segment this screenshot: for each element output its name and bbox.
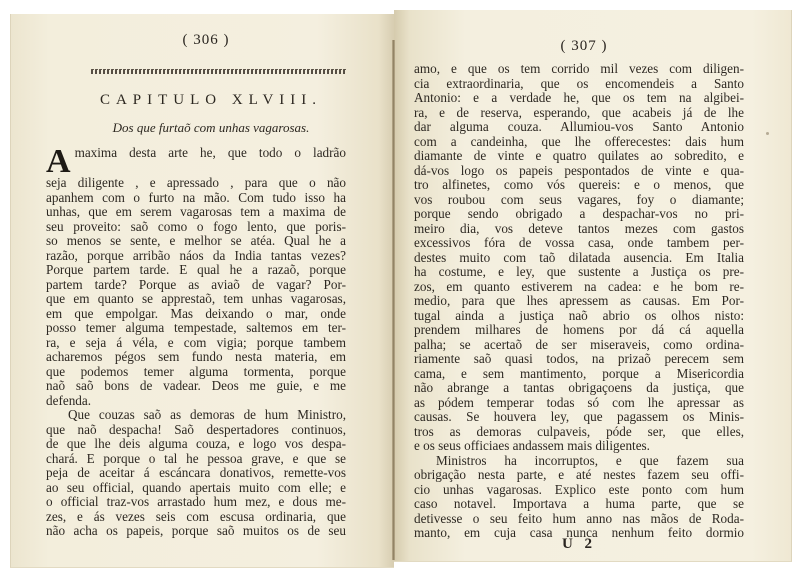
- text-line: ha costume, e ley, que sustente a Justiça os pre-: [414, 264, 744, 279]
- chapter-subtitle: Dos que furtaõ com unhas vagarosas.: [112, 120, 310, 135]
- decorative-rule: [91, 69, 346, 74]
- text-line: detivesse o seu feito hum anno nas mãos de Roda-: [414, 510, 744, 526]
- text-line: causas. Se houvera ley, que pagassem os Minis-: [414, 409, 744, 424]
- text-line: vos roubou com seus vagares, foy o diamante;: [414, 191, 744, 207]
- page-number-307: ( 307 ): [560, 38, 608, 54]
- text-line: naõ saõ bons de vadear. Deos me guie, e me: [46, 378, 346, 393]
- text-line: tro alfinetes, como vós quereis: e o menos, que: [414, 177, 744, 192]
- text-line: que naõ despacha! Saõ despertadores continuos,: [46, 421, 346, 437]
- text-line: com a candeinha, que lhe offerecestes: dais hum: [414, 133, 744, 149]
- text-line: tros as demoras culpaveis, póde ser, que elles,: [414, 423, 744, 439]
- text-line: tugal ainda a justiça naõ abrio os olhos nisto:: [414, 307, 744, 323]
- text-line: cama, e sem mantimento, porque a Misericordia: [414, 365, 744, 381]
- text-line: Que couzas saõ as demoras de hum Ministro,: [68, 407, 346, 422]
- text-line: não abrange a tantas obrigaçoens da justiça, que: [414, 380, 744, 395]
- text-line: unhas, que em serem vagarosas tem a maxima de: [46, 204, 346, 219]
- right-page: [394, 10, 792, 562]
- text-line: dá-vos logo os papeis pespontados de vinte e qua-: [414, 162, 744, 178]
- text-line: destes muito com taõ dilatada ausencia. Em Italia: [414, 249, 744, 265]
- text-line: meiro dia, vos deteve tantos mezes com gastos: [414, 220, 744, 236]
- text-line: diamante de vinte e quatro quilates ao sobredito, e: [414, 148, 744, 163]
- text-line: caso notavel. Importava a huma parte, que se: [414, 496, 744, 511]
- text-line: o official traz-vos arrastado hum mez, e dous me-: [46, 494, 346, 509]
- text-line: seu proveito: saõ como o fogo lento, que poris-: [46, 218, 346, 234]
- text-line: obrigação nesta parte, e até nestes fazem seu offi-: [414, 467, 744, 482]
- open-book: [10, 10, 796, 566]
- text-line: prendem milhares de homens por dá cá aquella: [414, 322, 744, 337]
- page-number-306: ( 306 ): [182, 32, 230, 48]
- text-line: partem tarde? Porque as aviaõ de vagar? Por-: [46, 276, 346, 292]
- text-line: ra, e de reserva, esperando, que acabeis já de lhe: [414, 104, 744, 120]
- text-line: que em quanto se apprestaõ, tem unhas vagarosas,: [46, 291, 346, 306]
- text-line: cia extraordinaria, que os encomendeis a Santo: [414, 75, 744, 91]
- text-line: zes, e ás vezes seis com escusa ordinaria, que: [46, 508, 346, 524]
- text-line: maxima desta arte he, que todo o ladrão: [74, 145, 346, 160]
- text-line: zos, em quanto estiverem na cadea: e he bom re-: [414, 278, 744, 294]
- text-line: peja de aceitar á escáncara donativos, remette-vos: [46, 465, 346, 480]
- text-line: defenda.: [46, 392, 92, 408]
- text-line: ra, e seja á véla, e com vigia; porque tambem: [46, 334, 346, 350]
- text-line: e os seus officiaes andassem mais diligentes.: [414, 438, 650, 453]
- chapter-title: CAPITULO XLVIII.: [99, 92, 323, 108]
- paper-speck: [766, 132, 769, 135]
- text-line: so menos se sente, e melhor se atéa. Qual he a: [46, 233, 346, 248]
- right-page-body: [414, 62, 744, 541]
- text-line: medio, para que lhes apressem as causas. Em Por-: [414, 293, 744, 308]
- text-line: excessivos fóra de vossa casa, onde tambem per-: [414, 235, 744, 250]
- left-page-body: [46, 143, 346, 539]
- text-line: chará. E porque o tal he pessoa grave, e que se: [46, 450, 346, 466]
- text-line: posso temer alguma tempestade, saltemos em ter-: [46, 320, 346, 335]
- drop-cap: A: [46, 143, 71, 180]
- book-gutter: [392, 40, 395, 560]
- text-line: as pódem temperar todas só com lhe apressar as: [414, 394, 744, 410]
- text-line: riamente saõ quasi todos, na prizaõ perecem sem: [414, 351, 744, 366]
- text-line: porque sendo obrigado a despachar-vos no pri-: [414, 206, 744, 221]
- text-line: não acha os papeis, porque saõ muitos os de seu: [46, 523, 346, 538]
- text-line: Ministros ha incorruptos, e que fazem sua: [436, 452, 744, 468]
- text-line: Antonio: e a verdade he, que os tem na algibei-: [414, 90, 744, 105]
- text-line: amo, e que os tem corrido mil vezes com diligen-: [414, 61, 744, 76]
- text-line: cio unhas vagarosas. Explico este ponto com hum: [414, 481, 744, 497]
- text-line: razão, porque arribão náos da India tantas vezes?: [46, 247, 346, 263]
- text-line: seja diligente , e apressado , para que o não: [46, 175, 346, 190]
- text-line: acharemos pégos sem fundo nesta materia, em: [46, 349, 346, 364]
- text-line: de que lhe deis alguma couza, e logo vos despa-: [46, 436, 346, 451]
- text-line: manto, em cuja casa nunca nenhum feito dormio: [414, 525, 744, 540]
- text-line: em que empolgar. Mas deixando o mar, onde: [46, 305, 346, 321]
- text-line: Porque partem tarde. E qual he a razaõ, porque: [46, 262, 346, 277]
- text-line: dar alguma couza. Allumiou-vos Santo Antonio: [414, 119, 744, 134]
- left-page: [10, 14, 394, 568]
- signature-mark: U 2: [561, 536, 597, 552]
- text-line: palha; se acertaõ de ser miseraveis, como ordina-: [414, 336, 744, 352]
- text-line: apanhem com o furto na mão. Com tudo isso ha: [46, 189, 346, 205]
- text-line: ao seu official, quando apertais muito com elle; e: [46, 479, 346, 495]
- text-line: que podemos temer alguma tormenta, porque: [46, 363, 346, 379]
